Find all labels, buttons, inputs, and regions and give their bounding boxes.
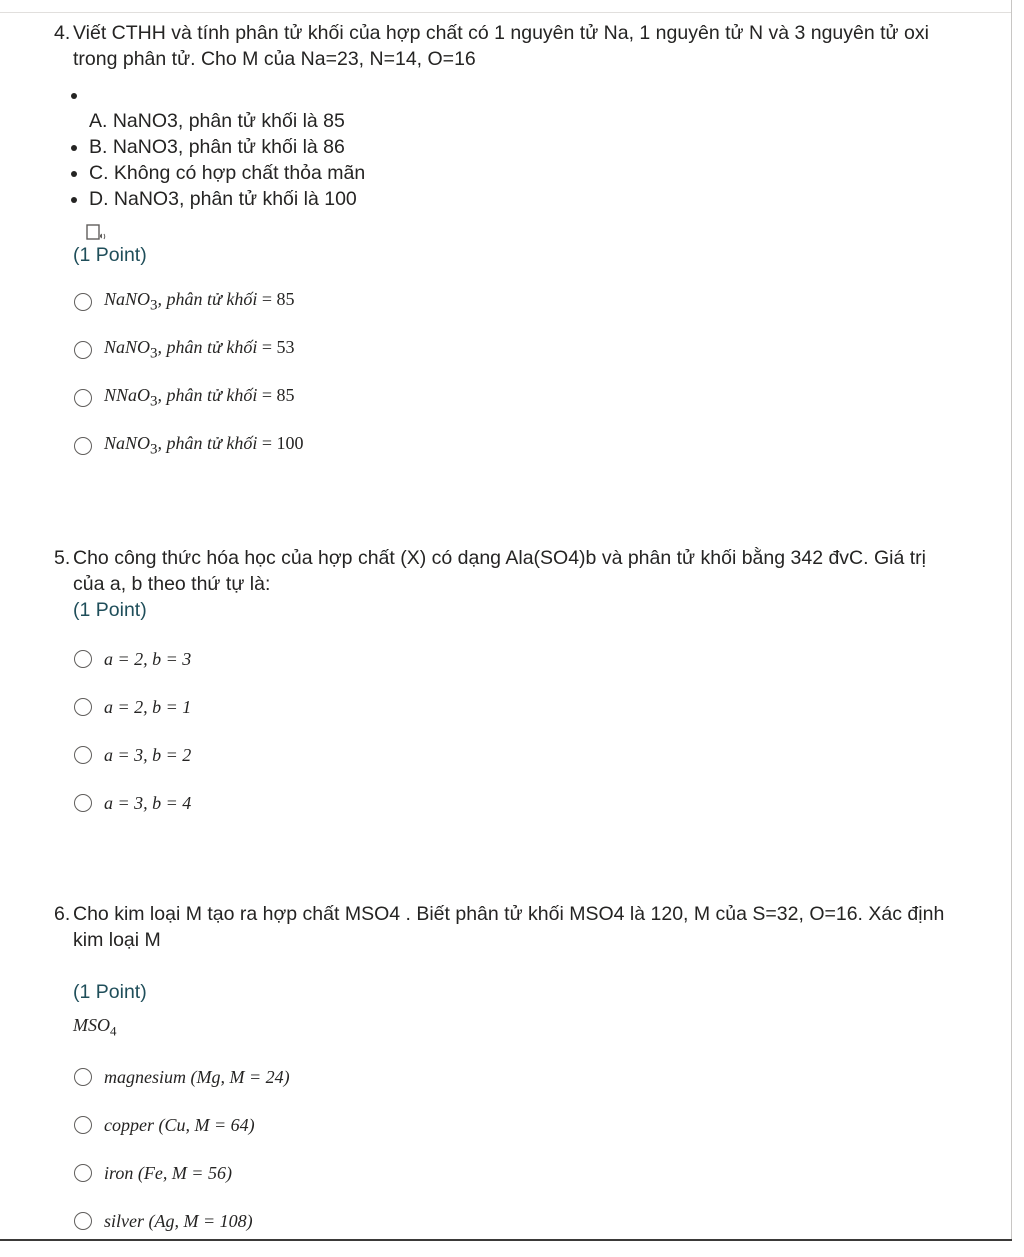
question-number: 4. (54, 22, 71, 44)
answer-option[interactable] (74, 434, 303, 458)
formula: NNaO (104, 385, 151, 406)
radio-button[interactable] (74, 1116, 92, 1134)
option-label: silver (Ag, M = 108) (104, 1210, 253, 1231)
subscript: 4 (110, 1023, 117, 1039)
value: = 85 (257, 385, 295, 406)
list-item: • D. NaNO3, phân tử khối là 100 (89, 186, 954, 212)
value: = 85 (257, 289, 295, 310)
option-list (54, 82, 954, 212)
answer-option[interactable] (74, 791, 191, 815)
points-label: (1 Point) (73, 981, 147, 1003)
answer-option[interactable] (74, 647, 191, 671)
question-4 (54, 20, 954, 268)
option-label: magnesium (Mg, M = 24) (104, 1066, 290, 1087)
option-label: a = 2, b = 3 (104, 648, 192, 669)
radio-button[interactable] (74, 746, 92, 764)
formula: NaNO (104, 433, 151, 454)
radio-button[interactable] (74, 389, 92, 407)
formula: NaNO (104, 337, 151, 358)
option-label: a = 3, b = 4 (104, 792, 192, 813)
subscript: 3 (150, 297, 158, 314)
answer-option[interactable] (74, 386, 303, 410)
label: , phân tử khối (157, 289, 258, 310)
value: = 53 (257, 337, 295, 358)
option-label: copper (Cu, M = 64) (104, 1114, 255, 1135)
question-text: Viết CTHH và tính phân tử khối của hợp chất có 1 nguyên tử Na, 1 nguyên tử N và 3 nguyên tử oxi trong phân tử. Cho M của Na=23, N=14, O=16 (73, 22, 929, 70)
subscript: 3 (150, 441, 158, 458)
radio-button[interactable] (74, 293, 92, 311)
top-divider (0, 12, 1012, 13)
list-item: • C. Không có hợp chất thỏa mãn (89, 160, 954, 186)
label: , phân tử khối (157, 337, 258, 358)
answer-option[interactable] (74, 1161, 290, 1185)
right-border (1011, 0, 1024, 1241)
radio-button[interactable] (74, 794, 92, 812)
label: , phân tử khối (157, 385, 258, 406)
radio-button[interactable] (74, 650, 92, 668)
answer-option[interactable] (74, 743, 191, 767)
option-label: iron (Fe, M = 56) (104, 1162, 232, 1183)
immersive-reader-icon[interactable] (86, 224, 108, 242)
radio-button[interactable] (74, 1164, 92, 1182)
formula-main: MSO (73, 1015, 110, 1035)
answer-option[interactable] (74, 290, 303, 314)
q5-choices (54, 647, 191, 839)
question-text: Cho công thức hóa học của hợp chất (X) có dạng Ala(SO4)b và phân tử khối bằng 342 đvC. Giá trị của a, b theo thứ tự là: (73, 547, 926, 595)
list-item: • B. NaNO3, phân tử khối là 86 (89, 134, 954, 160)
question-5 (54, 545, 954, 623)
answer-option[interactable] (74, 1209, 290, 1233)
radio-button[interactable] (74, 1212, 92, 1230)
points-label: (1 Point) (73, 244, 147, 266)
formula: NaNO (104, 289, 151, 310)
list-item: A. NaNO3, phân tử khối là 85 (89, 110, 345, 132)
formula (73, 1015, 954, 1040)
subscript: 3 (150, 393, 158, 410)
label: , phân tử khối (157, 433, 258, 454)
answer-option[interactable] (74, 695, 191, 719)
radio-button[interactable] (74, 698, 92, 716)
answer-option[interactable] (74, 338, 303, 362)
radio-button[interactable] (74, 341, 92, 359)
radio-button[interactable] (74, 437, 92, 455)
question-number: 5. (54, 547, 71, 569)
question-number: 6. (54, 903, 71, 925)
option-label: a = 2, b = 1 (104, 696, 192, 717)
answer-option[interactable] (74, 1065, 290, 1089)
q4-choices (54, 290, 303, 482)
list-item (89, 82, 954, 108)
option-label: a = 3, b = 2 (104, 744, 192, 765)
subscript: 3 (150, 345, 158, 362)
value: = 100 (257, 433, 304, 454)
points-label: (1 Point) (73, 599, 147, 621)
radio-button[interactable] (74, 1068, 92, 1086)
q6-choices (54, 1065, 290, 1257)
answer-option[interactable] (74, 1113, 290, 1137)
question-text: Cho kim loại M tạo ra hợp chất MSO4 . Biết phân tử khối MSO4 là 120, M của S=32, O=16. Xác định kim loại M (73, 903, 945, 951)
question-6 (54, 901, 954, 1040)
